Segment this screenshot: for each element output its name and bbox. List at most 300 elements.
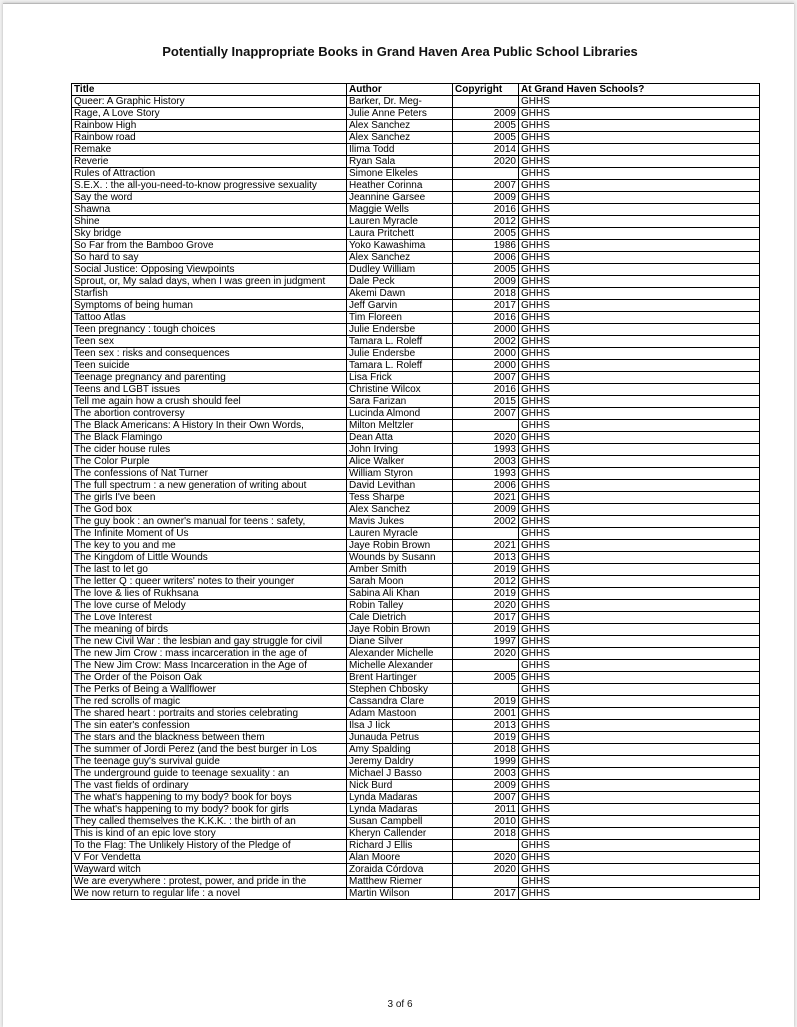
cell-school: GHHS: [519, 312, 760, 324]
cell-school: GHHS: [519, 516, 760, 528]
cell-title: The New Jim Crow: Mass Incarceration in the Age of: [72, 660, 347, 672]
cell-school: GHHS: [519, 672, 760, 684]
cell-title: Shawna: [72, 204, 347, 216]
cell-copyright: 2005: [453, 120, 519, 132]
cell-copyright: 2007: [453, 408, 519, 420]
table-row: [72, 696, 760, 708]
cell-copyright: 2017: [453, 300, 519, 312]
cell-school: GHHS: [519, 624, 760, 636]
cell-title: The red scrolls of magic: [72, 696, 347, 708]
table-row: [72, 408, 760, 420]
cell-copyright: 2020: [453, 864, 519, 876]
table-row: [72, 792, 760, 804]
table-row: [72, 504, 760, 516]
cell-title: Social Justice: Opposing Viewpoints: [72, 264, 347, 276]
cell-copyright: 2018: [453, 744, 519, 756]
cell-copyright: 2001: [453, 708, 519, 720]
table-row: [72, 516, 760, 528]
cell-school: GHHS: [519, 888, 760, 900]
cell-copyright: 1993: [453, 468, 519, 480]
cell-author: Mavis Jukes: [347, 516, 453, 528]
cell-school: GHHS: [519, 636, 760, 648]
cell-copyright: 2013: [453, 720, 519, 732]
cell-author: Amy Spalding: [347, 744, 453, 756]
cell-author: Adam Mastoon: [347, 708, 453, 720]
cell-author: Lisa Frick: [347, 372, 453, 384]
cell-author: Sarah Moon: [347, 576, 453, 588]
table-row: [72, 780, 760, 792]
cell-title: Shine: [72, 216, 347, 228]
cell-school: GHHS: [519, 324, 760, 336]
cell-author: Nick Burd: [347, 780, 453, 792]
cell-school: GHHS: [519, 144, 760, 156]
cell-copyright: 2021: [453, 540, 519, 552]
table-row: [72, 216, 760, 228]
cell-author: Lauren Myracle: [347, 216, 453, 228]
table-row: [72, 120, 760, 132]
cell-copyright: 2018: [453, 828, 519, 840]
cell-author: Dudley William: [347, 264, 453, 276]
cell-school: GHHS: [519, 240, 760, 252]
column-header-title: Title: [72, 84, 347, 96]
cell-copyright: 2009: [453, 276, 519, 288]
table-row: [72, 588, 760, 600]
cell-copyright: 2017: [453, 888, 519, 900]
cell-copyright: 2009: [453, 192, 519, 204]
cell-author: Susan Campbell: [347, 816, 453, 828]
cell-copyright: 1999: [453, 756, 519, 768]
cell-school: GHHS: [519, 264, 760, 276]
cell-author: Maggie Wells: [347, 204, 453, 216]
cell-copyright: 2018: [453, 288, 519, 300]
cell-title: The new Civil War : the lesbian and gay struggle for civil: [72, 636, 347, 648]
cell-title: Symptoms of being human: [72, 300, 347, 312]
cell-author: Alexander Michelle: [347, 648, 453, 660]
cell-author: William Styron: [347, 468, 453, 480]
table-row: [72, 156, 760, 168]
table-row: [72, 180, 760, 192]
table-row: [72, 336, 760, 348]
cell-school: GHHS: [519, 108, 760, 120]
cell-author: Barker, Dr. Meg-: [347, 96, 453, 108]
cell-title: The new Jim Crow : mass incarceration in the age of: [72, 648, 347, 660]
cell-title: Teen pregnancy : tough choices: [72, 324, 347, 336]
cell-title: Say the word: [72, 192, 347, 204]
cell-title: Teen sex: [72, 336, 347, 348]
books-table: [71, 83, 760, 900]
cell-school: GHHS: [519, 804, 760, 816]
cell-author: John Irving: [347, 444, 453, 456]
table-row: [72, 828, 760, 840]
table-row: [72, 456, 760, 468]
cell-copyright: 2009: [453, 780, 519, 792]
cell-school: GHHS: [519, 612, 760, 624]
table-row: [72, 528, 760, 540]
table-row: [72, 648, 760, 660]
cell-title: Sprout, or, My salad days, when I was green in judgment: [72, 276, 347, 288]
cell-author: Martin Wilson: [347, 888, 453, 900]
cell-school: GHHS: [519, 180, 760, 192]
cell-title: V For Vendetta: [72, 852, 347, 864]
cell-title: Teen suicide: [72, 360, 347, 372]
cell-title: The what's happening to my body? book for boys: [72, 792, 347, 804]
cell-author: Milton Meltzler: [347, 420, 453, 432]
table-row: [72, 300, 760, 312]
column-header-copyright: Copyright: [453, 84, 519, 96]
cell-author: Julie Endersbe: [347, 324, 453, 336]
cell-author: Brent Hartinger: [347, 672, 453, 684]
cell-school: GHHS: [519, 768, 760, 780]
cell-copyright: [453, 876, 519, 888]
cell-copyright: [453, 528, 519, 540]
cell-copyright: 2005: [453, 132, 519, 144]
cell-copyright: 2015: [453, 396, 519, 408]
cell-copyright: 2000: [453, 360, 519, 372]
cell-school: GHHS: [519, 288, 760, 300]
cell-copyright: 2010: [453, 816, 519, 828]
table-row: [72, 864, 760, 876]
table-row: [72, 552, 760, 564]
table-row: [72, 540, 760, 552]
cell-title: Starfish: [72, 288, 347, 300]
table-row: [72, 600, 760, 612]
cell-author: Dean Atta: [347, 432, 453, 444]
cell-title: The God box: [72, 504, 347, 516]
cell-copyright: 2003: [453, 456, 519, 468]
cell-school: GHHS: [519, 588, 760, 600]
cell-school: GHHS: [519, 792, 760, 804]
cell-author: Christine Wilcox: [347, 384, 453, 396]
cell-copyright: 2017: [453, 612, 519, 624]
cell-author: Alex Sanchez: [347, 504, 453, 516]
cell-author: Tim Floreen: [347, 312, 453, 324]
cell-copyright: 2009: [453, 108, 519, 120]
table-row: [72, 876, 760, 888]
cell-school: GHHS: [519, 468, 760, 480]
cell-title: The sin eater's confession: [72, 720, 347, 732]
cell-school: GHHS: [519, 876, 760, 888]
table-row: [72, 468, 760, 480]
cell-author: Jaye Robin Brown: [347, 540, 453, 552]
table-row: [72, 708, 760, 720]
table-row: [72, 816, 760, 828]
cell-author: Stephen Chbosky: [347, 684, 453, 696]
cell-author: Richard J Ellis: [347, 840, 453, 852]
cell-copyright: 2020: [453, 156, 519, 168]
cell-copyright: 2007: [453, 180, 519, 192]
cell-copyright: [453, 660, 519, 672]
cell-author: Lynda Madaras: [347, 792, 453, 804]
cell-school: GHHS: [519, 252, 760, 264]
cell-school: GHHS: [519, 276, 760, 288]
cell-title: The last to let go: [72, 564, 347, 576]
cell-copyright: [453, 96, 519, 108]
cell-school: GHHS: [519, 228, 760, 240]
cell-author: Kheryn Callender: [347, 828, 453, 840]
cell-author: Sabina Ali Khan: [347, 588, 453, 600]
cell-title: The Love Interest: [72, 612, 347, 624]
cell-copyright: 2016: [453, 312, 519, 324]
cell-title: Sky bridge: [72, 228, 347, 240]
cell-school: GHHS: [519, 444, 760, 456]
cell-school: GHHS: [519, 168, 760, 180]
cell-copyright: 2019: [453, 696, 519, 708]
table-row: [72, 624, 760, 636]
cell-copyright: 2019: [453, 588, 519, 600]
table-row: [72, 420, 760, 432]
cell-author: Alex Sanchez: [347, 252, 453, 264]
cell-author: Junauda Petrus: [347, 732, 453, 744]
cell-school: GHHS: [519, 504, 760, 516]
cell-author: Cassandra Clare: [347, 696, 453, 708]
cell-author: Tess Sharpe: [347, 492, 453, 504]
cell-title: The Order of the Poison Oak: [72, 672, 347, 684]
cell-school: GHHS: [519, 864, 760, 876]
table-row: [72, 108, 760, 120]
cell-school: GHHS: [519, 696, 760, 708]
table-row: [72, 480, 760, 492]
cell-copyright: 2005: [453, 264, 519, 276]
cell-author: Akemi Dawn: [347, 288, 453, 300]
table-row: [72, 720, 760, 732]
cell-school: GHHS: [519, 660, 760, 672]
cell-author: Lauren Myracle: [347, 528, 453, 540]
cell-school: GHHS: [519, 384, 760, 396]
cell-title: Teenage pregnancy and parenting: [72, 372, 347, 384]
table-row: [72, 276, 760, 288]
cell-author: Jeremy Daldry: [347, 756, 453, 768]
cell-author: Jaye Robin Brown: [347, 624, 453, 636]
cell-title: The vast fields of ordinary: [72, 780, 347, 792]
table-row: [72, 756, 760, 768]
cell-copyright: 2016: [453, 384, 519, 396]
cell-copyright: 2005: [453, 228, 519, 240]
cell-title: Reverie: [72, 156, 347, 168]
cell-title: Teen sex : risks and consequences: [72, 348, 347, 360]
cell-author: Sara Farizan: [347, 396, 453, 408]
cell-copyright: 2006: [453, 480, 519, 492]
cell-school: GHHS: [519, 204, 760, 216]
cell-title: The meaning of birds: [72, 624, 347, 636]
cell-school: GHHS: [519, 96, 760, 108]
cell-school: GHHS: [519, 708, 760, 720]
page-number: 3 of 6: [387, 999, 413, 1010]
cell-school: GHHS: [519, 720, 760, 732]
cell-title: Tattoo Atlas: [72, 312, 347, 324]
table-row: [72, 168, 760, 180]
cell-author: Zoraida Córdova: [347, 864, 453, 876]
cell-author: Ryan Sala: [347, 156, 453, 168]
cell-title: So hard to say: [72, 252, 347, 264]
cell-school: GHHS: [519, 492, 760, 504]
table-row: [72, 312, 760, 324]
cell-school: GHHS: [519, 156, 760, 168]
table-row: [72, 612, 760, 624]
cell-author: Michael J Basso: [347, 768, 453, 780]
cell-copyright: 2000: [453, 324, 519, 336]
table-row: [72, 732, 760, 744]
cell-school: GHHS: [519, 780, 760, 792]
cell-title: The cider house rules: [72, 444, 347, 456]
cell-copyright: 1997: [453, 636, 519, 648]
cell-title: S.E.X. : the all-you-need-to-know progressive sexuality: [72, 180, 347, 192]
table-row: [72, 288, 760, 300]
table-row: [72, 672, 760, 684]
cell-title: The love & lies of Rukhsana: [72, 588, 347, 600]
cell-school: GHHS: [519, 360, 760, 372]
cell-title: Wayward witch: [72, 864, 347, 876]
table-row: [72, 360, 760, 372]
cell-title: The love curse of Melody: [72, 600, 347, 612]
table-row: [72, 804, 760, 816]
cell-author: Diane Silver: [347, 636, 453, 648]
cell-school: GHHS: [519, 528, 760, 540]
cell-copyright: 2002: [453, 516, 519, 528]
cell-title: The abortion controversy: [72, 408, 347, 420]
cell-school: GHHS: [519, 132, 760, 144]
cell-author: Lucinda Almond: [347, 408, 453, 420]
table-row: [72, 888, 760, 900]
cell-school: GHHS: [519, 192, 760, 204]
cell-school: GHHS: [519, 372, 760, 384]
table-row: [72, 228, 760, 240]
cell-copyright: 2003: [453, 768, 519, 780]
cell-school: GHHS: [519, 456, 760, 468]
cell-title: The stars and the blackness between them: [72, 732, 347, 744]
table-row: [72, 768, 760, 780]
cell-copyright: 2006: [453, 252, 519, 264]
cell-copyright: 1986: [453, 240, 519, 252]
cell-author: Amber Smith: [347, 564, 453, 576]
cell-author: Ilsa J Iick: [347, 720, 453, 732]
cell-title: Rainbow High: [72, 120, 347, 132]
table-row: [72, 564, 760, 576]
cell-copyright: 2007: [453, 372, 519, 384]
cell-copyright: 2007: [453, 792, 519, 804]
table-row: [72, 444, 760, 456]
table-row: [72, 432, 760, 444]
cell-copyright: 2002: [453, 336, 519, 348]
cell-school: GHHS: [519, 396, 760, 408]
cell-author: Heather Corinna: [347, 180, 453, 192]
cell-title: Rage, A Love Story: [72, 108, 347, 120]
cell-author: Matthew Riemer: [347, 876, 453, 888]
table-row: [72, 576, 760, 588]
cell-copyright: 2021: [453, 492, 519, 504]
cell-school: GHHS: [519, 648, 760, 660]
cell-copyright: 2014: [453, 144, 519, 156]
cell-copyright: 2000: [453, 348, 519, 360]
cell-school: GHHS: [519, 732, 760, 744]
cell-title: The teenage guy's survival guide: [72, 756, 347, 768]
table-row: [72, 264, 760, 276]
cell-author: Alex Sanchez: [347, 132, 453, 144]
cell-copyright: [453, 840, 519, 852]
table-row: [72, 252, 760, 264]
cell-copyright: 2013: [453, 552, 519, 564]
cell-title: To the Flag: The Unlikely History of the Pledge of: [72, 840, 347, 852]
cell-school: GHHS: [519, 564, 760, 576]
table-row: [72, 96, 760, 108]
cell-title: So Far from the Bamboo Grove: [72, 240, 347, 252]
cell-copyright: 2016: [453, 204, 519, 216]
cell-title: The Black Americans: A History In their Own Words,: [72, 420, 347, 432]
cell-copyright: 2009: [453, 504, 519, 516]
table-body: [72, 96, 760, 900]
cell-title: The Infinite Moment of Us: [72, 528, 347, 540]
cell-author: Simone Elkeles: [347, 168, 453, 180]
cell-author: Laura Pritchett: [347, 228, 453, 240]
table-row: [72, 384, 760, 396]
cell-title: They called themselves the K.K.K. : the birth of an: [72, 816, 347, 828]
table-row: [72, 240, 760, 252]
cell-author: Jeannine Garsee: [347, 192, 453, 204]
cell-copyright: 2019: [453, 564, 519, 576]
cell-school: GHHS: [519, 552, 760, 564]
cell-school: GHHS: [519, 216, 760, 228]
cell-school: GHHS: [519, 576, 760, 588]
cell-title: We are everywhere : protest, power, and pride in the: [72, 876, 347, 888]
cell-school: GHHS: [519, 840, 760, 852]
cell-title: Queer: A Graphic History: [72, 96, 347, 108]
cell-school: GHHS: [519, 684, 760, 696]
table-row: [72, 348, 760, 360]
column-header-author: Author: [347, 84, 453, 96]
cell-author: Tamara L. Roleff: [347, 336, 453, 348]
cell-school: GHHS: [519, 744, 760, 756]
cell-author: Jeff Garvin: [347, 300, 453, 312]
table-row: [72, 852, 760, 864]
cell-school: GHHS: [519, 540, 760, 552]
cell-title: The Black Flamingo: [72, 432, 347, 444]
cell-title: The girls I've been: [72, 492, 347, 504]
cell-title: Rainbow road: [72, 132, 347, 144]
cell-title: The Color Purple: [72, 456, 347, 468]
cell-title: The underground guide to teenage sexuality : an: [72, 768, 347, 780]
cell-school: GHHS: [519, 300, 760, 312]
table-row: [72, 744, 760, 756]
cell-school: GHHS: [519, 852, 760, 864]
table-row: [72, 144, 760, 156]
cell-copyright: 2019: [453, 624, 519, 636]
cell-title: We now return to regular life : a novel: [72, 888, 347, 900]
cell-title: Remake: [72, 144, 347, 156]
cell-copyright: 2020: [453, 648, 519, 660]
cell-copyright: 1993: [453, 444, 519, 456]
cell-author: Wounds by Susann: [347, 552, 453, 564]
cell-author: Michelle Alexander: [347, 660, 453, 672]
cell-title: Tell me again how a crush should feel: [72, 396, 347, 408]
table-row: [72, 324, 760, 336]
cell-author: Alice Walker: [347, 456, 453, 468]
cell-title: The Kingdom of Little Wounds: [72, 552, 347, 564]
cell-school: GHHS: [519, 348, 760, 360]
cell-author: Tamara L. Roleff: [347, 360, 453, 372]
cell-copyright: [453, 420, 519, 432]
cell-title: The letter Q : queer writers' notes to their younger: [72, 576, 347, 588]
cell-copyright: 2005: [453, 672, 519, 684]
table-row: [72, 636, 760, 648]
cell-author: David Levithan: [347, 480, 453, 492]
table-row: [72, 204, 760, 216]
cell-author: Cale Dietrich: [347, 612, 453, 624]
table-row: [72, 192, 760, 204]
cell-copyright: 2012: [453, 576, 519, 588]
cell-copyright: 2012: [453, 216, 519, 228]
cell-copyright: 2011: [453, 804, 519, 816]
document-page: [3, 3, 794, 1027]
cell-author: Alan Moore: [347, 852, 453, 864]
